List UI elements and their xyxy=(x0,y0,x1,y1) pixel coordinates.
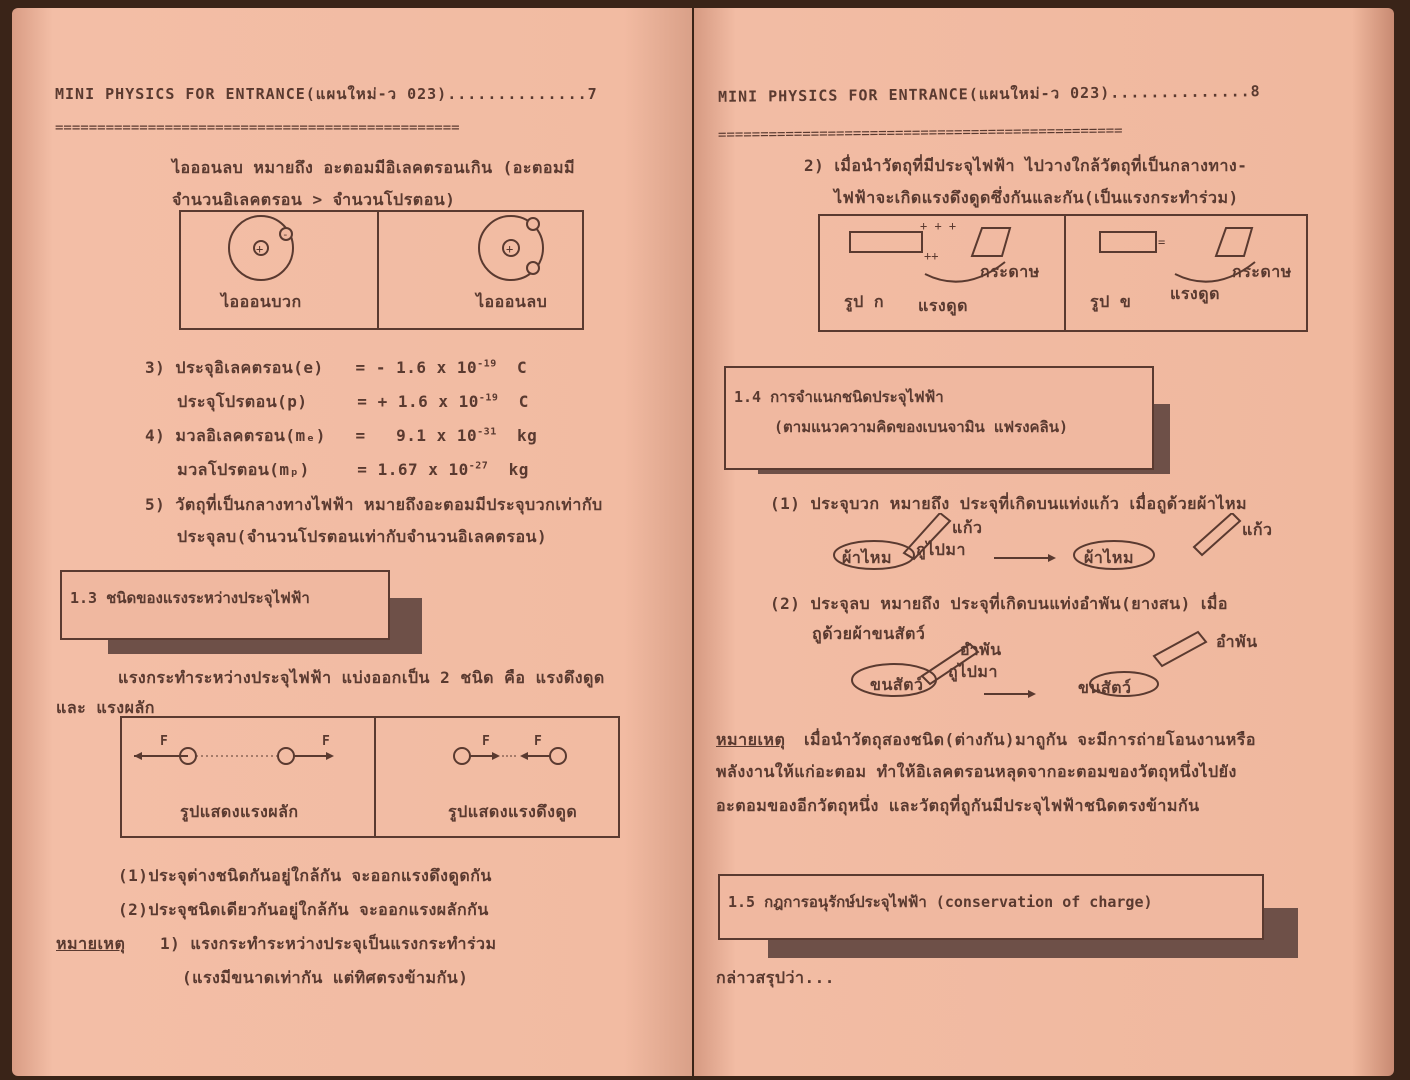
constant-row: 4) มวลอิเลคตรอน(mₑ) = 9.1 x $10^{-31}$ kg xyxy=(145,426,538,445)
intro-line-1: ไอออนลบ หมายถึง อะตอมมีอิเลคตรอนเกิน (อะตอมมี xyxy=(172,158,576,177)
summary-text: กล่าวสรุปว่า... xyxy=(716,968,835,987)
item-5-line-2: ประจุลบ(จำนวนโปรตอนเท่ากับจำนวนอิเลคตรอน) xyxy=(177,527,548,546)
glass-label: แก้ว xyxy=(1242,520,1273,539)
svg-text:+: + xyxy=(506,242,514,256)
positive-charge-definition: (1) ประจุบวก หมายถึง ประจุที่เกิดบนแท่งแก้ว เมื่อถูด้วยผ้าไหม xyxy=(770,494,1248,513)
svg-text:=: = xyxy=(1158,235,1166,249)
amber-label: อำพัน xyxy=(960,640,1002,659)
negative-charge-definition-2: ถูด้วยผ้าขนสัตว์ xyxy=(812,624,926,643)
attract-label: แรงดูด xyxy=(1170,284,1220,303)
note-label: หมายเหตุ xyxy=(716,730,786,749)
intro-line-2: จำนวนอิเลคตรอน > จำนวนโปรตอน) xyxy=(172,190,456,209)
attraction-caption: รูปแสดงแรงดึงดูด xyxy=(448,802,578,821)
force-label: F xyxy=(534,734,543,749)
section-subtitle: (ตามแนวความคิดของเบนจามิน แฟรงคลิน) xyxy=(774,418,1069,436)
note-line-2: พลังงานให้แก่อะตอม ทำให้อิเลคตรอนหลุดจากอะตอมของวัตถุหนึ่งไปยัง xyxy=(716,762,1237,781)
negative-ion-label: ไอออนลบ xyxy=(476,292,548,311)
rule-2: (2)ประจุชนิดเดียวกันอยู่ใกล้กัน จะออกแรงผลักกัน xyxy=(118,900,489,919)
positive-ion-label: ไอออนบวก xyxy=(221,292,302,311)
paper-attraction-figure xyxy=(818,214,1308,332)
note-line-2: (แรงมีขนาดเท่ากัน แต่ทิศตรงข้ามกัน) xyxy=(182,968,469,987)
divider-rule: ================================================ xyxy=(717,122,1123,144)
page-header: MINI PHYSICS FOR ENTRANCE(แผนใหม่-ว 023)..............8 xyxy=(717,82,1261,106)
figure-a-caption: รูป ก xyxy=(844,292,885,311)
constant-row: มวลโปรตอน(mₚ) = 1.67 x $10^{-27}$ kg xyxy=(177,460,529,479)
rule-1: (1)ประจุต่างชนิดกันอยู่ใกล้กัน จะออกแรงดึงดูดกัน xyxy=(118,866,492,885)
ion-figure xyxy=(179,210,584,330)
divider-rule: ================================================ xyxy=(55,120,460,136)
section-heading-1-3: 1.3 ชนิดของแรงระหว่างประจุไฟฟ้า xyxy=(60,570,390,640)
svg-text:-: - xyxy=(282,228,289,241)
glass-label: แก้ว xyxy=(952,518,983,537)
svg-text:+ + +: + + + xyxy=(920,219,957,233)
paper-label: กระดาษ xyxy=(1232,262,1292,281)
paper-label: กระดาษ xyxy=(980,262,1040,281)
left-page xyxy=(12,8,692,1076)
section-heading-1-5: 1.5 กฎการอนุรักษ์ประจุไฟฟ้า (conservation of charge) xyxy=(718,874,1264,940)
figure-b-caption: รูป ข xyxy=(1090,292,1132,311)
amber-label: อำพัน xyxy=(1216,632,1258,651)
note-line-1: เมื่อนำวัตถุสองชนิด(ต่างกัน)มาถูกัน จะมีการถ่ายโอนงานหรือ xyxy=(804,730,1256,749)
silk-label: ผ้าไหม xyxy=(842,548,892,567)
negative-charge-definition-1: (2) ประจุลบ หมายถึง ประจุที่เกิดบนแท่งอำพัน(ยางสน) เมื่อ xyxy=(770,594,1228,613)
force-figure xyxy=(120,716,620,838)
fur-label: ขนสัตว์ xyxy=(1078,678,1132,697)
section-heading-1-4 xyxy=(724,366,1154,470)
item-2-line-1: 2) เมื่อนำวัตถุที่มีประจุไฟฟ้า ไปวางใกล้วัตถุที่เป็นกลางทาง- xyxy=(804,156,1248,175)
fur-label: ขนสัตว์ xyxy=(870,675,924,694)
svg-text:++: ++ xyxy=(924,249,939,263)
force-label: F xyxy=(322,734,331,749)
svg-text:+: + xyxy=(256,242,264,256)
note-line-3: อะตอมของอีกวัตถุหนึ่ง และวัตถุที่ถูกันมีประจุไฟฟ้าชนิดตรงข้ามกัน xyxy=(716,796,1200,815)
constant-row: ประจุโปรตอน(p) = + 1.6 x $10^{-19}$ C xyxy=(177,392,529,411)
note-label: หมายเหตุ xyxy=(56,934,126,953)
rub-label: ถูไปมา xyxy=(948,662,998,681)
item-5-line-1: 5) วัตถุที่เป็นกลางทางไฟฟ้า หมายถึงอะตอมมีประจุบวกเท่ากับ xyxy=(145,495,603,514)
page-header: MINI PHYSICS FOR ENTRANCE(แผนใหม่-ว 023)..............7 xyxy=(55,85,598,103)
force-intro-line-1: แรงกระทำระหว่างประจุไฟฟ้า แบ่งออกเป็น 2 ชนิด คือ แรงดึงดูด xyxy=(118,668,605,687)
right-page xyxy=(694,8,1394,1076)
attract-label: แรงดูด xyxy=(918,296,968,315)
constant-row: 3) ประจุอิเลคตรอน(e) = - 1.6 x $10^{-19}$ C xyxy=(145,358,528,377)
item-2-line-2: ไฟฟ้าจะเกิดแรงดึงดูดซึ่งกันและกัน(เป็นแรงกระทำร่วม) xyxy=(834,188,1239,207)
force-label: F xyxy=(482,734,491,749)
rub-label: ถูไปมา xyxy=(916,540,966,559)
force-arrows xyxy=(122,718,618,778)
force-intro-line-2: และ แรงผลัก xyxy=(56,698,155,717)
silk-label: ผ้าไหม xyxy=(1084,548,1134,567)
note-line-1: 1) แรงกระทำระหว่างประจุเป็นแรงกระทำร่วม xyxy=(160,934,497,953)
repulsion-caption: รูปแสดงแรงผลัก xyxy=(180,802,299,821)
section-title: 1.4 การจำแนกชนิดประจุไฟฟ้า xyxy=(734,388,944,406)
force-label: F xyxy=(160,734,169,749)
